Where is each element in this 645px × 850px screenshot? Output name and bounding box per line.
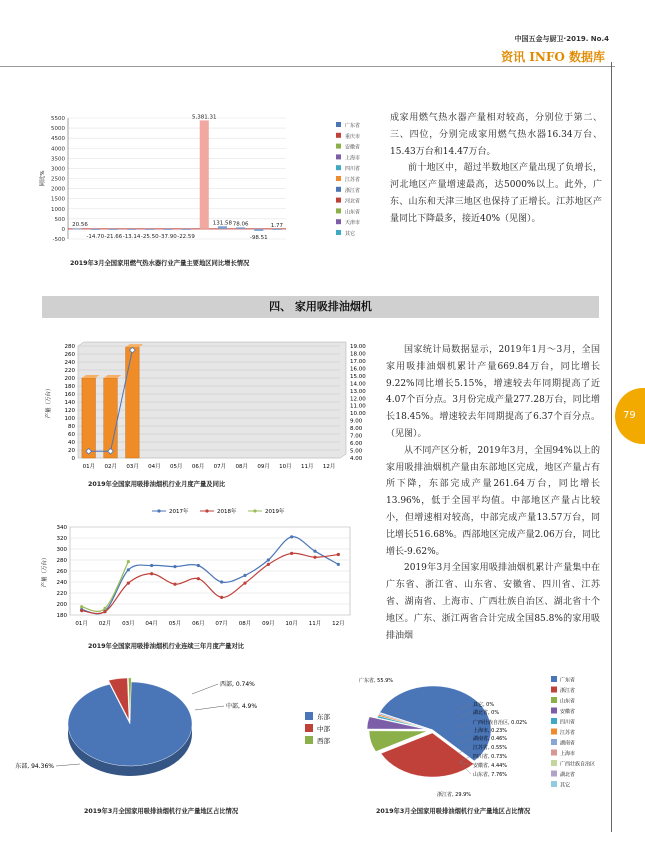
legend-label: 2019年 — [265, 509, 285, 515]
bar — [127, 229, 136, 230]
value-label: 1.77 — [270, 222, 284, 229]
slice-label: 江苏省, 0.55% — [473, 745, 508, 751]
legend-label: 湖南省 — [560, 740, 576, 747]
y-tick-label: 200 — [64, 376, 75, 382]
y-tick-label: 60 — [68, 432, 75, 438]
bar — [163, 229, 172, 230]
x-tick-label: 08月 — [238, 621, 252, 627]
legend-swatch — [336, 219, 341, 224]
x-tick-label: 11月 — [308, 621, 322, 627]
legend-label: 其它 — [560, 782, 571, 789]
slice-label: 湖北省, 0% — [473, 710, 500, 716]
x-tick-label: 12月 — [322, 464, 336, 470]
bar — [236, 227, 245, 229]
leader-line — [56, 764, 80, 766]
slice-label: 东部, 94.36% — [15, 763, 54, 770]
legend-label: 上海市 — [345, 155, 361, 162]
x-tick-label: 03月 — [126, 464, 139, 470]
x-tick-label: 02月 — [98, 621, 112, 627]
paragraph: 从不同产区分析，2019年3月，全国94%以上的家用吸排油烟机产量由东部地区完成，地区产量占有所下降，东部完成产量261.64万台，同比增长13.96%，低于全国平均值。中部地区产量占比较小，但增速相对较高，中部完成产量13.57万台，同比增长516.68%。西部地区完成产量2.06万台，同比增长-9.62%。 — [386, 445, 600, 557]
legend-swatch — [336, 198, 341, 203]
value-label: 5,381.31 — [192, 114, 217, 121]
bar — [126, 347, 140, 458]
y-axis-title: 同比% — [40, 170, 46, 187]
series-point — [197, 577, 200, 580]
x-tick-label: 08月 — [235, 464, 248, 470]
y2-tick-label: 5.00 — [350, 448, 363, 455]
y2-tick-label: 19.00 — [350, 344, 366, 350]
y-tick-label: 340 — [56, 525, 67, 531]
series-point — [80, 609, 83, 612]
y-tick-label: 0 — [71, 456, 75, 462]
y-tick-label: -500 — [52, 237, 65, 243]
series-point — [290, 552, 293, 555]
series-point — [150, 564, 153, 567]
slice-label: 山东省, 7.76% — [473, 772, 508, 778]
legend-swatch — [336, 144, 341, 149]
x-tick-label: 09月 — [262, 621, 275, 627]
value-label: -25.50 — [140, 233, 159, 240]
series-point — [337, 553, 340, 556]
y-tick-label: 280 — [56, 558, 67, 564]
x-tick-label: 10月 — [279, 464, 292, 470]
margin-rule — [611, 62, 612, 832]
bar — [182, 229, 191, 230]
bar — [109, 229, 118, 230]
legend-label: 山东省 — [345, 209, 361, 216]
y2-tick-label: 17.00 — [350, 358, 366, 365]
y2-tick-label: 10.00 — [350, 411, 366, 418]
chart3-caption: 2019年全国家用吸排油烟机行业连续三年月度产量对比 — [88, 643, 245, 650]
chart-province-pie — [355, 672, 605, 797]
chart5-caption: 2019年3月全国家用吸排油烟机行业产量地区占比情况 — [376, 808, 531, 815]
bar — [200, 120, 209, 229]
y-tick-label: 3000 — [51, 166, 65, 173]
bar — [272, 229, 281, 230]
leader-line — [192, 684, 218, 694]
legend-label: 天津市 — [345, 220, 361, 227]
legend-label: 中部 — [317, 725, 330, 733]
x-tick-label: 11月 — [301, 464, 314, 470]
x-tick-label: 06月 — [192, 621, 205, 627]
y2-tick-label: 4.00 — [350, 456, 363, 462]
x-tick-label: 09月 — [257, 464, 270, 470]
value-label: -98.51 — [249, 234, 268, 241]
y-tick-label: 220 — [56, 591, 67, 597]
legend-label: 西部 — [317, 737, 330, 745]
x-tick-label: 07月 — [215, 621, 228, 627]
bar — [218, 226, 227, 229]
y2-tick-label: 6.00 — [350, 441, 363, 448]
series-point — [243, 582, 246, 585]
legend-label: 安徽省 — [560, 709, 576, 715]
y-tick-label: 80 — [68, 424, 75, 430]
y2-tick-label: 16.00 — [350, 366, 366, 373]
x-tick-label: 05月 — [168, 621, 182, 627]
bar — [91, 229, 100, 230]
bar — [82, 378, 96, 458]
value-label: 78.06 — [232, 221, 249, 228]
x-tick-label: 03月 — [122, 621, 135, 627]
legend-label: 2018年 — [217, 509, 237, 515]
legend-label: 其它 — [345, 231, 356, 237]
y-tick-label: 20 — [68, 448, 75, 454]
x-tick-label: 07月 — [213, 464, 227, 470]
y-tick-label: 500 — [54, 216, 65, 223]
x-tick-label: 02月 — [104, 464, 117, 470]
value-label: 131.58 — [212, 220, 233, 227]
y2-tick-label: 11.00 — [350, 403, 366, 410]
y-tick-label: 280 — [64, 344, 75, 350]
legend-swatch — [336, 230, 341, 235]
series-point — [313, 550, 316, 553]
legend-swatch — [551, 750, 557, 756]
section-heading: 四、 家用吸排油烟机 — [42, 296, 599, 318]
y-tick-label: 100 — [64, 416, 75, 422]
legend-swatch — [551, 739, 557, 745]
y2-tick-label: 13.00 — [350, 388, 366, 395]
y-tick-label: 2000 — [51, 186, 65, 193]
legend-swatch — [336, 133, 341, 138]
value-label: 20.56 — [72, 221, 88, 228]
legend-label: 山东省 — [560, 698, 576, 705]
y-tick-label: 140 — [64, 400, 75, 406]
slice-label: 广西壮族自治区, 0.02% — [473, 720, 528, 726]
legend-label: 安徽省 — [345, 144, 361, 151]
x-tick-label: 04月 — [148, 464, 161, 470]
value-label: -37.90 — [159, 233, 177, 240]
legend-swatch — [551, 687, 557, 693]
y-tick-label: 5500 — [51, 116, 65, 122]
legend-label: 上海市 — [560, 751, 576, 757]
page-number-tab: 79 — [615, 388, 645, 444]
y-tick-label: 200 — [56, 602, 67, 608]
series-point — [127, 582, 130, 585]
legend-label: 广东省 — [560, 677, 576, 684]
series-point — [173, 583, 176, 586]
legend-label: 广西壮族自治区 — [560, 761, 596, 768]
legend-label: 东部 — [317, 713, 330, 721]
chart4-caption: 2019年3月全国家用吸排油烟机行业产量地区占比情况 — [84, 808, 239, 815]
chart-monthly-output — [40, 340, 370, 480]
slice-label: 广东省, 55.9% — [359, 678, 394, 684]
legend-swatch — [551, 708, 557, 714]
series-point — [220, 596, 223, 599]
x-tick-label: 06月 — [191, 464, 205, 470]
x-tick-label: 01月 — [82, 464, 96, 470]
legend-label: 四川省 — [560, 719, 576, 726]
legend-swatch — [551, 729, 557, 735]
chart1-caption: 2019年3月全国家用燃气热水器行业产量主要地区同比增长情况 — [70, 260, 250, 267]
legend-label: 浙江省 — [560, 688, 576, 694]
legend-swatch — [336, 122, 341, 127]
slice-label: 其它, 0% — [473, 702, 495, 708]
slice-label: 安徽省, 4.44% — [473, 763, 508, 769]
slice-label: 浙江省, 29.9% — [437, 792, 472, 798]
y-tick-label: 180 — [56, 613, 67, 619]
header-rule — [0, 66, 615, 67]
y-tick-label: 220 — [64, 368, 75, 374]
series-point — [290, 535, 293, 538]
text-right — [386, 342, 600, 644]
legend-swatch — [551, 697, 557, 703]
chart-region-pie — [15, 672, 360, 797]
y-tick-label: 260 — [56, 569, 67, 575]
legend-label: 四川省 — [345, 166, 361, 173]
x-tick-label: 04月 — [145, 621, 158, 627]
legend-swatch — [551, 676, 557, 682]
value-label: -21.66 — [104, 233, 123, 240]
y-tick-label: 4000 — [51, 146, 65, 153]
slice-label: 西部, 0.74% — [220, 681, 255, 688]
legend-swatch — [305, 712, 313, 720]
legend-label: 重庆市 — [345, 133, 361, 140]
journal-name: 中国五金与厨卫·2019. No.4 — [514, 35, 609, 43]
series-point — [103, 607, 106, 610]
bar — [104, 378, 118, 458]
series-point — [267, 563, 270, 566]
series-point — [80, 605, 83, 608]
value-label: -22.59 — [177, 233, 195, 240]
series-point — [220, 580, 223, 583]
value-label: -14.70 — [86, 233, 105, 240]
y-axis-title: 产量（万台） — [46, 385, 52, 419]
section-name: 资讯 INFO 数据库 — [501, 50, 605, 64]
paragraph: 国家统计局数据显示，2019年1月～3月，全国家用吸排油烟机累计产量669.84万台，同比增长9.22%同比增长5.15%，增速较去年同期提高了近4.07个百分点。3月份完成产量277.28万台，同比增长18.45%。增速较去年同期提高了6.37个百分点。（见图）。 — [386, 345, 600, 439]
y2-tick-label: 7.00 — [350, 433, 363, 440]
slice-label: 四川省, 0.73% — [473, 754, 508, 760]
slice-label: 中部, 4.9% — [226, 703, 258, 710]
bar — [254, 229, 263, 231]
y-tick-label: 4500 — [51, 136, 65, 143]
y2-tick-label: 8.00 — [350, 426, 363, 433]
y-tick-label: 1000 — [51, 206, 65, 213]
legend-label: 江苏省 — [345, 177, 361, 183]
chart2-caption: 2019年全国家用吸排油烟机行业月度产量及同比 — [88, 481, 226, 488]
plot-back-wall — [78, 342, 346, 458]
legend-label: 2017年 — [169, 509, 189, 515]
y-tick-label: 2500 — [51, 176, 65, 183]
series-point — [267, 558, 270, 561]
slice-label: 湖南省, 0.46% — [473, 736, 508, 742]
legend-swatch — [551, 760, 557, 766]
y-tick-label: 1500 — [51, 196, 65, 203]
legend-label: 江苏省 — [560, 730, 576, 736]
chart-three-year-compare — [40, 505, 370, 640]
series-point — [173, 565, 176, 568]
leader-line — [195, 706, 224, 710]
y-tick-label: 3500 — [51, 156, 65, 163]
legend-swatch — [336, 187, 341, 192]
legend-swatch — [336, 208, 341, 213]
y2-tick-label: 18.00 — [350, 351, 366, 358]
legend-label: 广东省 — [345, 123, 361, 129]
series-point — [197, 564, 200, 567]
series-point — [313, 556, 316, 559]
series-point — [127, 568, 130, 571]
y2-tick-label: 14.00 — [350, 381, 366, 388]
legend-marker — [157, 509, 160, 512]
x-tick-label: 12月 — [332, 621, 345, 627]
y-tick-label: 300 — [56, 547, 67, 553]
series-point — [127, 560, 130, 563]
y-tick-label: 5000 — [51, 126, 65, 133]
y-tick-label: 180 — [64, 384, 75, 390]
legend-swatch — [305, 724, 313, 732]
y2-tick-label: 15.00 — [350, 373, 366, 380]
value-label: -13.14 — [122, 233, 141, 240]
legend-swatch — [336, 176, 341, 181]
legend-label: 河北省 — [345, 198, 361, 205]
legend-swatch — [336, 154, 341, 159]
y-axis-title: 产量（万台） — [42, 554, 48, 588]
legend-swatch — [336, 165, 341, 170]
series-point — [150, 572, 153, 575]
legend-swatch — [305, 736, 313, 744]
paragraph: 成家用燃气热水器产量相对较高，分别位于第二、三、四位，分别完成家用燃气热水器16.34万台、15.43万台和14.47万台。 — [390, 113, 602, 157]
y-tick-label: 240 — [64, 360, 75, 366]
bar — [145, 229, 154, 230]
y-tick-label: 320 — [56, 536, 67, 542]
y-tick-label: 40 — [68, 440, 75, 446]
paragraph: 前十地区中，超过半数地区产量出现了负增长，河北地区产量增速最高，达5000%以上。此外，广东、山东和天津三地区也保持了正增长。江苏地区产量同比下降最多，接近40%（见图）。 — [390, 163, 602, 224]
series-point — [243, 574, 246, 577]
series-point — [337, 563, 340, 566]
legend-swatch — [551, 781, 557, 787]
bar — [73, 229, 82, 230]
x-tick-label: 01月 — [75, 621, 88, 627]
y2-tick-label: 12.00 — [350, 396, 366, 403]
x-tick-label: 10月 — [285, 621, 298, 627]
y-tick-label: 260 — [64, 352, 75, 358]
legend-label: 浙江省 — [345, 187, 361, 194]
text-top — [390, 110, 602, 228]
y-tick-label: 160 — [64, 392, 75, 398]
y-tick-label: 0 — [61, 226, 65, 233]
legend-marker — [253, 509, 256, 512]
legend-swatch — [551, 771, 557, 777]
paragraph: 2019年3月全国家用吸排油烟机累计产量集中在广东省、浙江省、山东省、安徽省、四川省、江苏省、湖南省、上海市、广西壮族自治区、湖北省十个地区。广东、浙江两省合计完成全国85.8%的家用吸排油烟 — [386, 563, 600, 641]
legend-swatch — [551, 718, 557, 724]
slice-label: 上海市, 0.23% — [473, 728, 508, 734]
series-point — [103, 610, 106, 613]
legend-marker — [205, 509, 208, 512]
x-tick-label: 05月 — [170, 464, 183, 470]
y2-tick-label: 9.00 — [350, 418, 363, 425]
y-tick-label: 120 — [64, 408, 75, 414]
chart-water-heater-yoy — [36, 112, 366, 252]
y-tick-label: 240 — [56, 580, 67, 586]
legend-label: 湖北省 — [560, 772, 576, 778]
